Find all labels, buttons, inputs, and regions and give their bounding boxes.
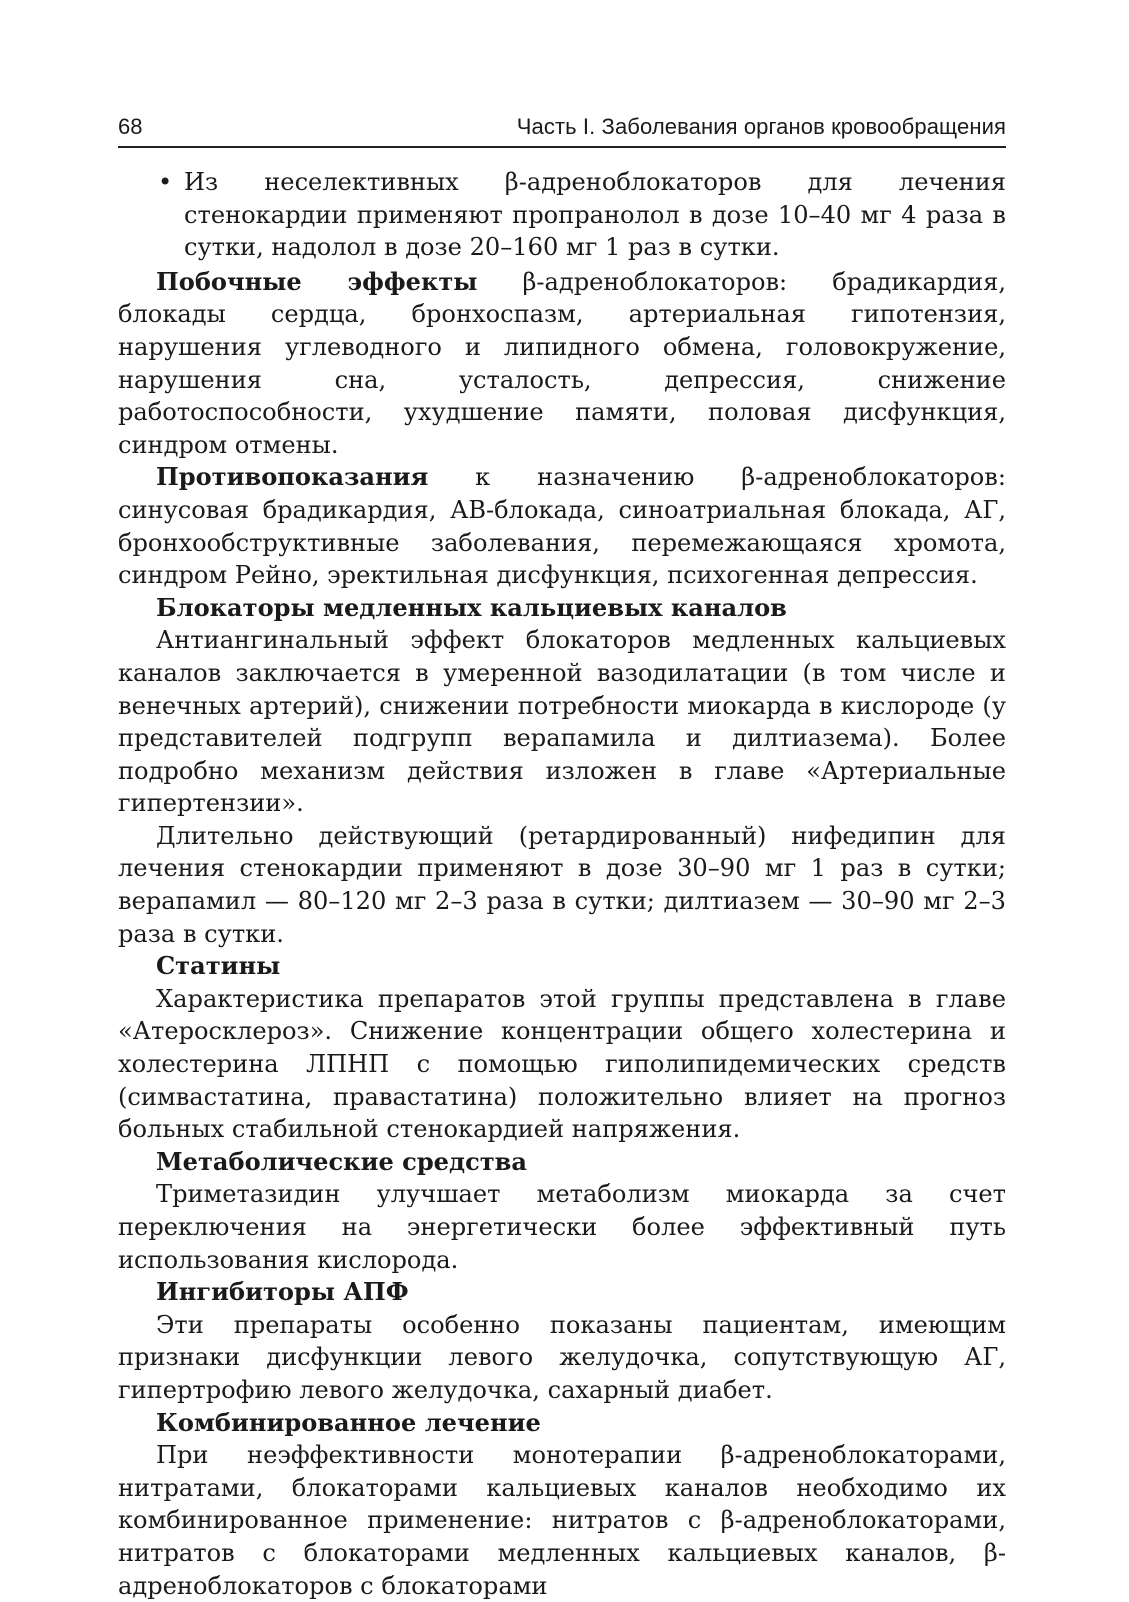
side-effects-paragraph — [118, 266, 1006, 462]
bullet-icon: • — [158, 168, 173, 196]
contraindications-text: к назначению β-адреноблокаторов: синусовая брадикардия, АВ-блокада, синоатриальная блокада, АГ, бронхообструктивные заболевания, перемежающаяся хромота, синдром Рейно, эректильная дисфункция, психогенная депрессия. — [118, 463, 1006, 590]
metabolic-heading: Метаболические средства — [156, 1146, 528, 1176]
bullet-list — [118, 166, 1006, 264]
combined-paragraph: При неэффективности монотерапии β-адреноблокаторами, нитратами, блокаторами кальциевых каналов необходимо их комбинированное применение: нитратов с β-адреноблокаторами, нитратов с блокаторами медленных кальциевых каналов, β-адреноблокаторов с блокаторами — [118, 1441, 1006, 1600]
calcium-heading: Блокаторы медленных кальциевых каналов — [156, 592, 787, 622]
statins-heading: Статины — [156, 951, 281, 981]
combined-heading: Комбинированное лечение — [156, 1407, 541, 1437]
contraindications-paragraph — [118, 461, 1006, 591]
running-header — [118, 110, 1006, 148]
metabolic-paragraph: Триметазидин улучшает метаболизм миокарда за счет переключения на энергетически более эффективный путь использования кислорода. — [118, 1180, 1006, 1274]
calcium-paragraph-1: Антиангинальный эффект блокаторов медленных кальциевых каналов заключается в умеренной вазодилатации (в том числе и венечных артерий), снижении потребности миокарда в кислороде (у представителей подгрупп верапамила и дилтиазема). Более подробно механизм действия изложен в главе «Артериальные гипертензии». — [118, 626, 1006, 818]
ace-paragraph: Эти препараты особенно показаны пациентам, имеющим признаки дисфункции левого желудочка, сопутствующую АГ, гипертрофию левого желудочка, сахарный диабет. — [118, 1310, 1006, 1404]
running-title: Часть I. Заболевания органов кровообращения — [516, 114, 1006, 139]
contraindications-lead: Противопоказания — [156, 462, 429, 492]
page-body — [118, 166, 1006, 1602]
calcium-paragraph-2: Длительно действующий (ретардированный) нифедипин для лечения стенокардии применяют в дозе 30–90 мг 1 раз в сутки; верапамил — 80–120 мг 2–3 раза в сутки; дилтиазем — 30–90 мг 2–3 раза в сутки. — [118, 821, 1006, 948]
statins-paragraph: Характеристика препаратов этой группы представлена в главе «Атеросклероз». Снижение концентрации общего холестерина и холестерина ЛПНП с помощью гиполипидемических средств (симвастатина, правастатина) положительно влияет на прогноз больных стабильной стенокардией напряжения. — [118, 984, 1006, 1144]
ace-heading: Ингибиторы АПФ — [156, 1277, 409, 1307]
side-effects-lead: Побочные эффекты — [156, 266, 478, 296]
page-number: 68 — [118, 114, 143, 139]
list-item-text: Из неселективных β-адреноблокаторов для лечения стенокардии применяют пропранолол в дозе 10–40 мг 4 раза в сутки, надолол в дозе 20–160 мг 1 раз в сутки. — [184, 168, 1006, 262]
list-item — [118, 166, 1006, 264]
side-effects-text: β-адреноблокаторов: брадикардия, блокады сердца, бронхоспазм, артериальная гипотензия, нарушения углеводного и липидного обмена, головокружение, нарушения сна, усталость, депрессия, снижение работоспособности, ухудшение памяти, половая дисфункция, синдром отмены. — [118, 267, 1007, 459]
